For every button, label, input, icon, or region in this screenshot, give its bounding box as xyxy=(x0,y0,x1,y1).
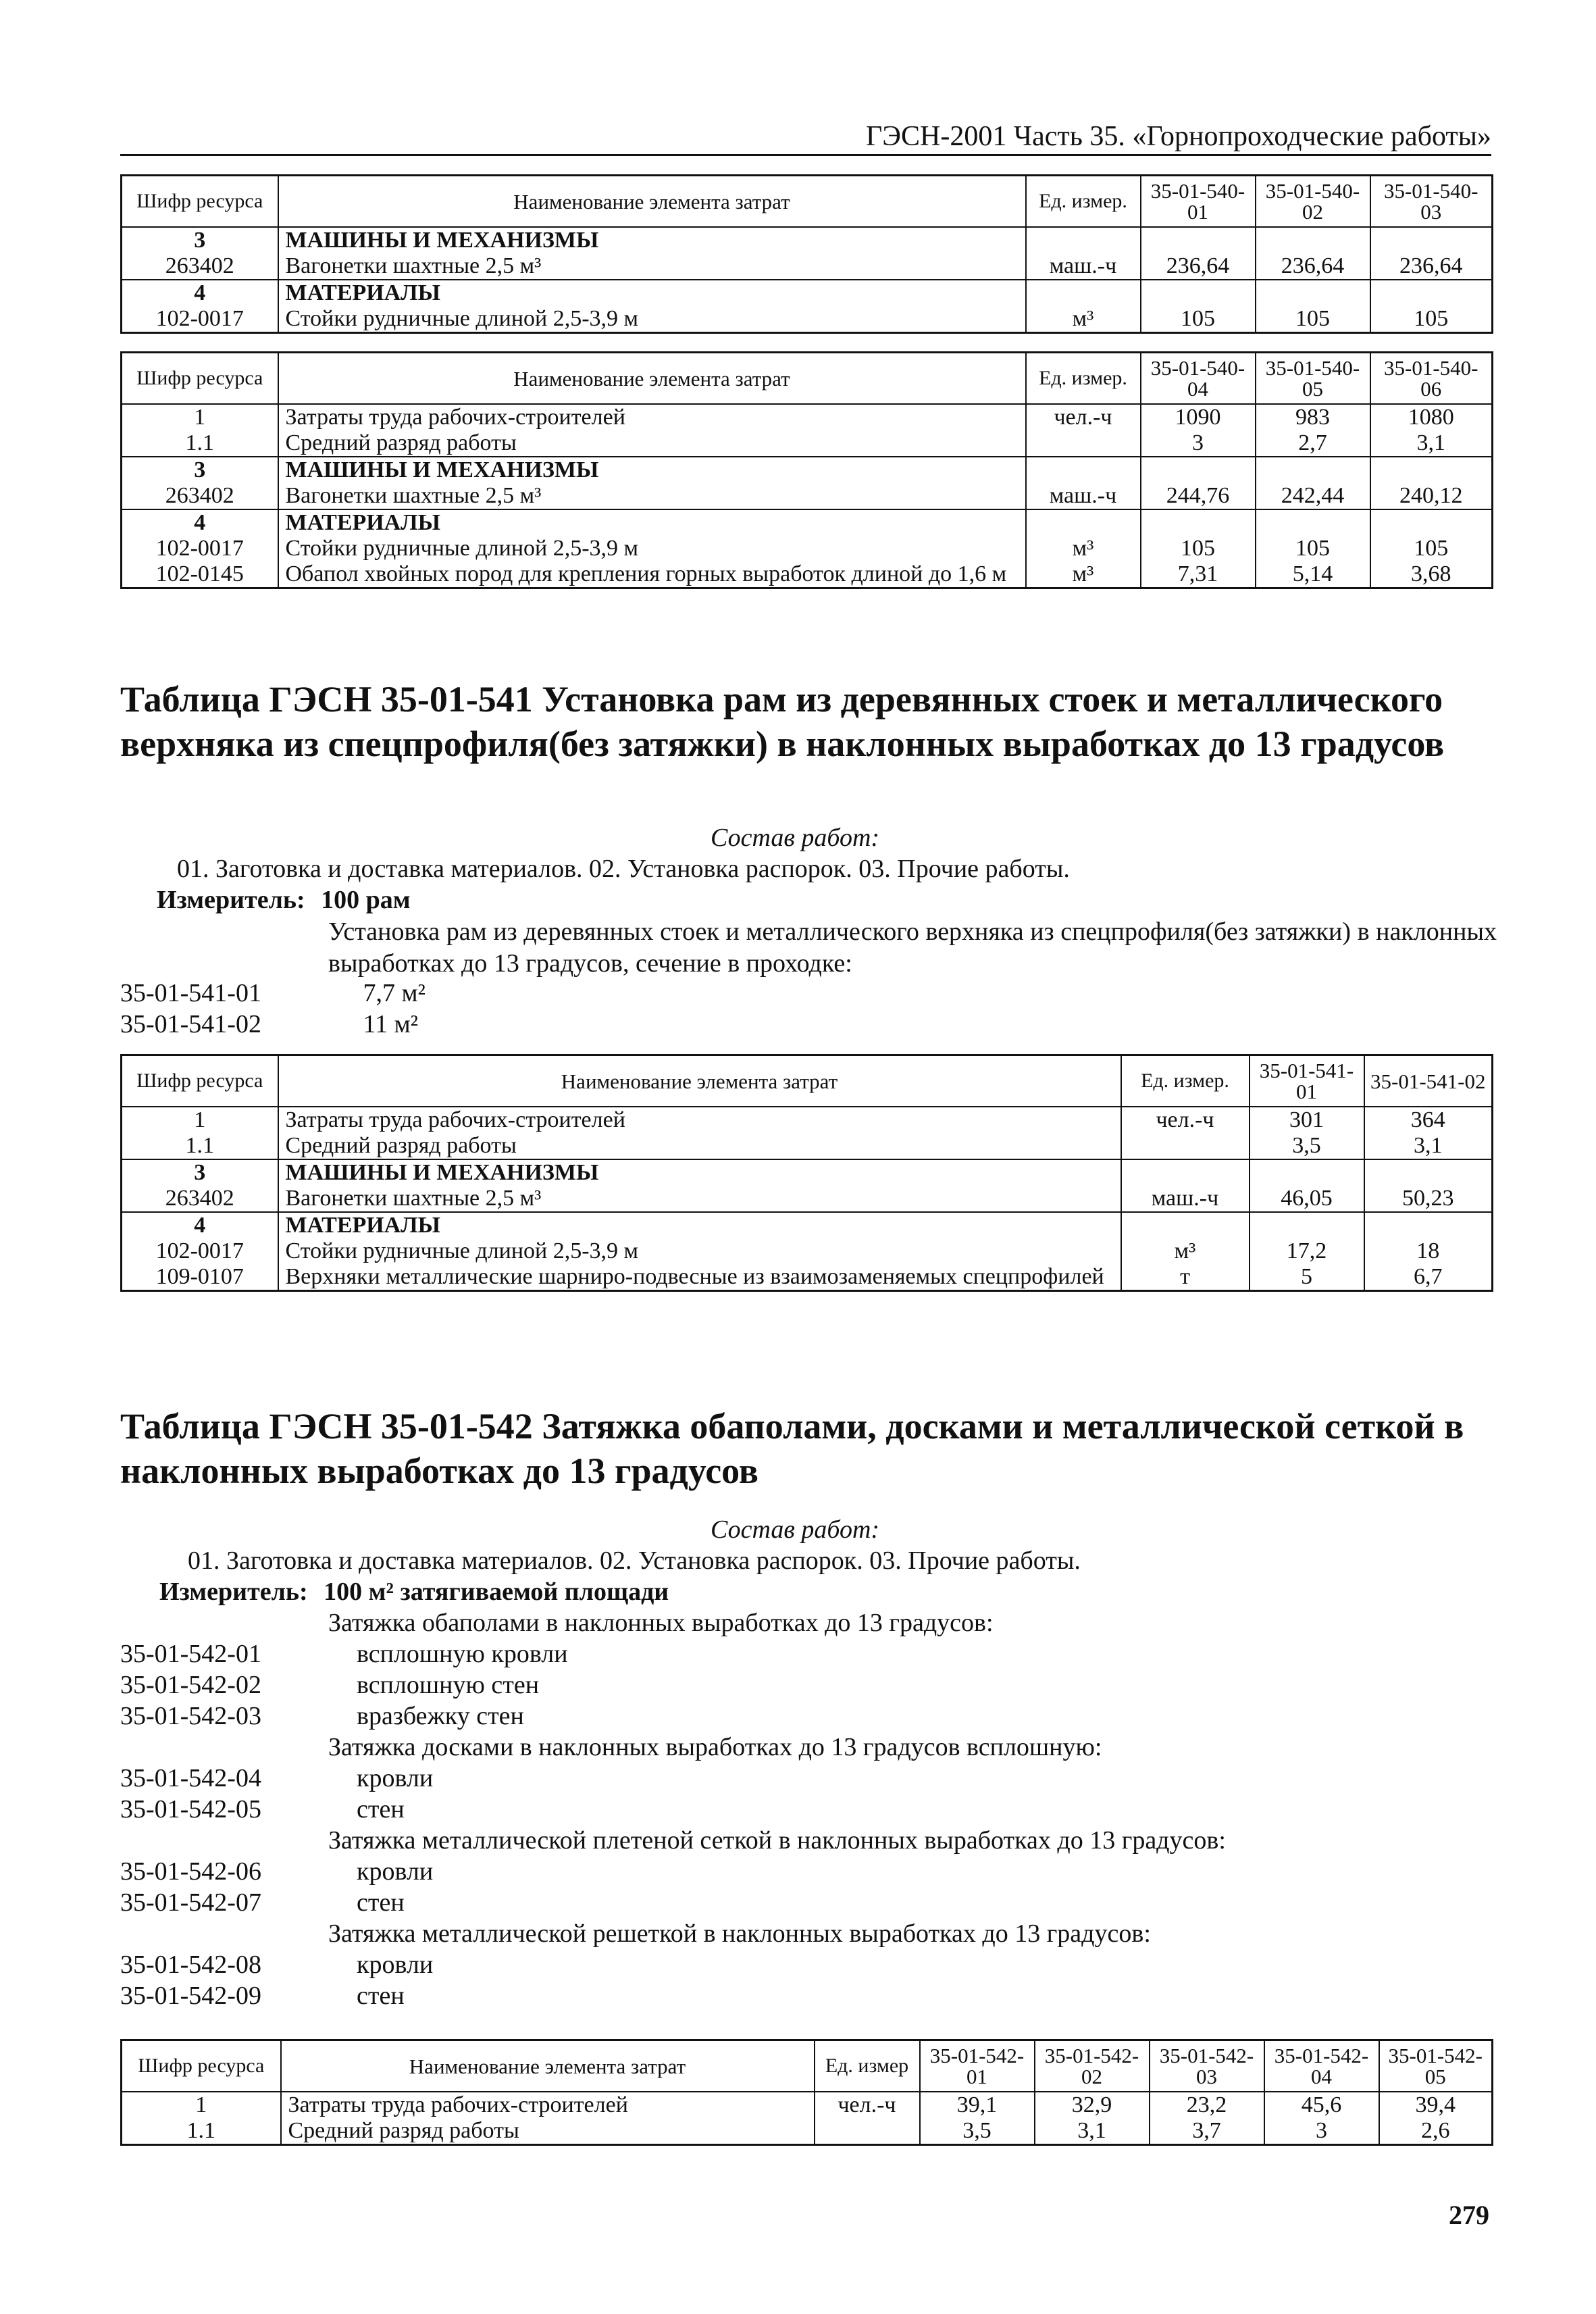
resource-code: 102-0017 xyxy=(122,536,278,561)
resource-name: Стойки рудничные длиной 2,5-3,9 м xyxy=(278,306,1026,333)
resource-value: 5 xyxy=(1250,1264,1364,1291)
works-list: 01. Заготовка и доставка материалов. 02. Установка распорок. 03. Прочие работы. xyxy=(177,855,1070,883)
col-header-norm: 35-01-540-01 xyxy=(1141,176,1256,228)
norm-group-heading: Затяжка обаполами в наклонных выработках до 13 градусов: xyxy=(328,1609,994,1637)
resource-value xyxy=(1141,227,1256,253)
resource-code: 1.1 xyxy=(122,1133,278,1159)
resource-value: 39,4 xyxy=(1379,2092,1493,2118)
norm-code: 35-01-542-07 xyxy=(120,1888,261,1917)
resource-value: 983 xyxy=(1256,404,1370,430)
table-row xyxy=(122,280,1493,306)
resource-name: Верхняки металлические шарниро-подвесные из взаимозаменяемых спецпрофилей xyxy=(278,1264,1121,1291)
resource-value: 105 xyxy=(1256,306,1370,333)
col-header-code: Шифр ресурса xyxy=(122,2040,281,2092)
resource-value: 46,05 xyxy=(1250,1186,1364,1212)
table-542-number: Таблица ГЭСН 35-01-542 xyxy=(120,1406,533,1447)
resource-value xyxy=(1370,457,1493,483)
resource-code: 263402 xyxy=(122,253,278,280)
norm-label: вразбежку стен xyxy=(357,1702,524,1730)
resource-value: 3,1 xyxy=(1370,430,1493,457)
norm-label: кровли xyxy=(357,1857,434,1886)
resource-code: 109-0107 xyxy=(122,1264,278,1291)
resource-unit: чел.-ч xyxy=(1121,1107,1250,1133)
col-header-name: Наименование элемента затрат xyxy=(281,2040,815,2092)
resource-value: 5,14 xyxy=(1256,561,1370,588)
resource-code: 4 xyxy=(122,509,278,536)
norm-group-heading: Затяжка металлической плетеной сеткой в наклонных выработках до 13 градусов: xyxy=(328,1826,1226,1855)
resource-value: 105 xyxy=(1141,306,1256,333)
norm-label: всплошную кровли xyxy=(357,1640,568,1668)
resource-unit: маш.-ч xyxy=(1026,253,1141,280)
resource-code: 4 xyxy=(122,1212,278,1238)
resource-value xyxy=(1256,457,1370,483)
table-541-number: Таблица ГЭСН 35-01-541 xyxy=(120,679,533,720)
resource-value xyxy=(1256,227,1370,253)
norm-label: 11 м² xyxy=(363,1010,419,1038)
resource-unit xyxy=(1026,227,1141,253)
resource-value xyxy=(1250,1159,1364,1186)
col-header-unit: Ед. измер. xyxy=(1121,1055,1250,1107)
resource-unit xyxy=(1026,280,1141,306)
norm-code: 35-01-542-06 xyxy=(120,1857,261,1886)
resource-value xyxy=(1370,509,1493,536)
col-header-code: Шифр ресурса xyxy=(122,353,278,405)
resource-code: 4 xyxy=(122,280,278,306)
norm-item xyxy=(120,1701,1498,1732)
resource-code: 1 xyxy=(122,2092,281,2118)
resource-table-540-01 xyxy=(120,174,1493,334)
resource-value xyxy=(1250,1212,1364,1238)
resource-unit: чел.-ч xyxy=(815,2092,920,2118)
resource-name: МАШИНЫ И МЕХАНИЗМЫ xyxy=(278,227,1026,253)
resource-value: 364 xyxy=(1364,1107,1493,1133)
resource-name: Вагонетки шахтные 2,5 м³ xyxy=(278,483,1026,509)
resource-code: 1.1 xyxy=(122,430,278,457)
norm-code: 35-01-542-04 xyxy=(120,1764,261,1792)
table-row xyxy=(122,430,1493,457)
resource-value xyxy=(1364,1159,1493,1186)
norm-item xyxy=(120,978,426,1008)
measure-value: 100 м² затягиваемой площади xyxy=(324,1578,669,1606)
work-description: Установка рам из деревянных стоек и металлического верхняка из спецпрофиля(без затяжки) в наклонных выработках до 13 градусов, сечение в проходке: xyxy=(328,917,1497,978)
resource-name: Вагонетки шахтные 2,5 м³ xyxy=(278,1186,1121,1212)
resource-unit: м³ xyxy=(1121,1238,1250,1264)
resource-value: 244,76 xyxy=(1141,483,1256,509)
resource-value: 105 xyxy=(1370,306,1493,333)
resource-code: 1 xyxy=(122,1107,278,1133)
resource-code: 3 xyxy=(122,457,278,483)
resource-unit xyxy=(815,2118,920,2145)
resource-value xyxy=(1256,509,1370,536)
resource-unit xyxy=(1026,430,1141,457)
sostav-label: Состав работ: xyxy=(711,824,880,852)
table-541-title xyxy=(120,677,1498,766)
resource-value: 2,6 xyxy=(1379,2118,1493,2145)
resource-value xyxy=(1141,280,1256,306)
resource-code: 3 xyxy=(122,1159,278,1186)
resource-value: 32,9 xyxy=(1035,2092,1150,2118)
resource-name: МАТЕРИАЛЫ xyxy=(278,280,1026,306)
running-header: ГЭСН-2001 Часть 35. «Горнопроходческие работы» xyxy=(866,121,1491,152)
resource-value: 50,23 xyxy=(1364,1186,1493,1212)
resource-unit xyxy=(1121,1159,1250,1186)
resource-value: 236,64 xyxy=(1141,253,1256,280)
resource-name: МАШИНЫ И МЕХАНИЗМЫ xyxy=(278,457,1026,483)
resource-value xyxy=(1370,280,1493,306)
page-number: 279 xyxy=(1449,2200,1489,2230)
table-row xyxy=(122,1133,1493,1159)
table-row xyxy=(122,536,1493,561)
col-header-norm: 35-01-540-06 xyxy=(1370,353,1493,405)
norm-item xyxy=(120,1794,1498,1826)
col-header-norm: 35-01-542-02 xyxy=(1035,2040,1150,2092)
col-header-norm: 35-01-540-02 xyxy=(1256,176,1370,228)
resource-name: Стойки рудничные длиной 2,5-3,9 м xyxy=(278,536,1026,561)
resource-name: Вагонетки шахтные 2,5 м³ xyxy=(278,253,1026,280)
resource-value: 17,2 xyxy=(1250,1238,1364,1264)
norm-item xyxy=(120,1857,1498,1888)
norm-label: кровли xyxy=(357,1764,434,1792)
resource-name: Затраты труда рабочих-строителей xyxy=(278,404,1026,430)
resource-name: МАТЕРИАЛЫ xyxy=(278,1212,1121,1238)
resource-unit: м³ xyxy=(1026,536,1141,561)
resource-name: Затраты труда рабочих-строителей xyxy=(278,1107,1121,1133)
col-header-norm: 35-01-541-02 xyxy=(1364,1055,1493,1107)
resource-value: 1080 xyxy=(1370,404,1493,430)
table-row xyxy=(122,306,1493,333)
norm-item xyxy=(120,1981,1498,2012)
resource-name: Средний разряд работы xyxy=(281,2118,815,2145)
table-row xyxy=(122,404,1493,430)
norm-item xyxy=(120,1888,1498,1919)
col-header-unit: Ед. измер. xyxy=(1026,176,1141,228)
norm-code: 35-01-542-03 xyxy=(120,1702,261,1730)
resource-value: 3 xyxy=(1264,2118,1379,2145)
table-row xyxy=(122,2118,1493,2145)
norm-item xyxy=(120,1950,1498,1981)
resource-unit: чел.-ч xyxy=(1026,404,1141,430)
resource-name: Стойки рудничные длиной 2,5-3,9 м xyxy=(278,1238,1121,1264)
resource-unit xyxy=(1121,1212,1250,1238)
norm-item xyxy=(120,1670,1498,1701)
resource-code: 102-0017 xyxy=(122,306,278,333)
col-header-norm: 35-01-542-03 xyxy=(1150,2040,1264,2092)
col-header-norm: 35-01-542-01 xyxy=(920,2040,1035,2092)
col-header-code: Шифр ресурса xyxy=(122,176,278,228)
resource-table-542 xyxy=(120,2039,1493,2146)
col-header-name: Наименование элемента затрат xyxy=(278,176,1026,228)
resource-value: 105 xyxy=(1370,536,1493,561)
resource-unit: т xyxy=(1121,1264,1250,1291)
resource-name: Средний разряд работы xyxy=(278,1133,1121,1159)
resource-value xyxy=(1370,227,1493,253)
norm-code: 35-01-542-09 xyxy=(120,1982,261,2010)
resource-value xyxy=(1256,280,1370,306)
norm-label: стен xyxy=(357,1795,405,1823)
norm-label: кровли xyxy=(357,1951,434,1979)
table-row xyxy=(122,1238,1493,1264)
resource-name: Затраты труда рабочих-строителей xyxy=(281,2092,815,2118)
norm-code: 35-01-541-02 xyxy=(120,1010,261,1038)
sostav-label: Состав работ: xyxy=(711,1515,880,1544)
table-row xyxy=(122,253,1493,280)
table-row xyxy=(122,561,1493,588)
resource-value: 45,6 xyxy=(1264,2092,1379,2118)
resource-value: 105 xyxy=(1256,536,1370,561)
resource-unit: маш.-ч xyxy=(1026,483,1141,509)
measure-value: 100 рам xyxy=(321,886,411,914)
table-row xyxy=(122,1264,1493,1291)
resource-value: 242,44 xyxy=(1256,483,1370,509)
resource-value: 2,7 xyxy=(1256,430,1370,457)
table-row xyxy=(122,483,1493,509)
norm-item xyxy=(120,1639,1498,1670)
resource-value: 6,7 xyxy=(1364,1264,1493,1291)
resource-name: Средний разряд работы xyxy=(278,430,1026,457)
col-header-unit: Ед. измер xyxy=(815,2040,920,2092)
resource-value: 3,7 xyxy=(1150,2118,1264,2145)
resource-code: 1 xyxy=(122,404,278,430)
table-row xyxy=(122,1159,1493,1186)
col-header-unit: Ед. измер. xyxy=(1026,353,1141,405)
table-542-title xyxy=(120,1404,1498,1493)
resource-value: 236,64 xyxy=(1256,253,1370,280)
table-row xyxy=(122,2092,1493,2118)
resource-unit xyxy=(1026,457,1141,483)
resource-value: 39,1 xyxy=(920,2092,1035,2118)
resource-value: 23,2 xyxy=(1150,2092,1264,2118)
resource-unit: м³ xyxy=(1026,306,1141,333)
resource-code: 102-0017 xyxy=(122,1238,278,1264)
resource-value: 7,31 xyxy=(1141,561,1256,588)
table-row xyxy=(122,1186,1493,1212)
norm-item xyxy=(120,1763,1498,1794)
norm-groups xyxy=(120,1608,1498,2012)
resource-value: 3,5 xyxy=(920,2118,1035,2145)
resource-table-540-04 xyxy=(120,351,1493,589)
table-542-heading: Затяжка обаполами, досками и металлической сеткой в наклонных выработках до 13 градусов xyxy=(120,1406,1464,1491)
col-header-norm: 35-01-542-05 xyxy=(1379,2040,1493,2092)
col-header-code: Шифр ресурса xyxy=(122,1055,278,1107)
resource-value: 3,1 xyxy=(1035,2118,1150,2145)
resource-value xyxy=(1141,457,1256,483)
resource-value: 105 xyxy=(1141,536,1256,561)
norm-group-heading: Затяжка досками в наклонных выработках до 13 градусов всплошную: xyxy=(328,1733,1102,1761)
resource-value: 3 xyxy=(1141,430,1256,457)
measure-label: Измеритель: xyxy=(159,1578,308,1606)
works-list: 01. Заготовка и доставка материалов. 02. Установка распорок. 03. Прочие работы. xyxy=(188,1546,1081,1575)
col-header-name: Наименование элемента затрат xyxy=(278,1055,1121,1107)
resource-unit xyxy=(1121,1133,1250,1159)
resource-name: МАШИНЫ И МЕХАНИЗМЫ xyxy=(278,1159,1121,1186)
table-row xyxy=(122,227,1493,253)
resource-unit: м³ xyxy=(1026,561,1141,588)
norm-label: 7,7 м² xyxy=(363,979,426,1007)
table-row xyxy=(122,509,1493,536)
resource-unit xyxy=(1026,509,1141,536)
table-row xyxy=(122,1212,1493,1238)
col-header-norm: 35-01-541-01 xyxy=(1250,1055,1364,1107)
col-header-name: Наименование элемента затрат xyxy=(278,353,1026,405)
col-header-norm: 35-01-540-04 xyxy=(1141,353,1256,405)
resource-code: 3 xyxy=(122,227,278,253)
resource-value xyxy=(1364,1212,1493,1238)
table-row xyxy=(122,457,1493,483)
table-row xyxy=(122,1107,1493,1133)
measure-label: Измеритель: xyxy=(157,886,305,914)
resource-unit: маш.-ч xyxy=(1121,1186,1250,1212)
norm-code: 35-01-542-01 xyxy=(120,1640,261,1668)
resource-value: 3,68 xyxy=(1370,561,1493,588)
col-header-norm: 35-01-542-04 xyxy=(1264,2040,1379,2092)
norm-label: стен xyxy=(357,1982,405,2010)
resource-code: 263402 xyxy=(122,1186,278,1212)
col-header-norm: 35-01-540-05 xyxy=(1256,353,1370,405)
norm-group-heading: Затяжка металлической решеткой в наклонных выработках до 13 градусов: xyxy=(328,1919,1151,1948)
header-rule xyxy=(120,154,1491,156)
resource-value xyxy=(1141,509,1256,536)
norm-label: стен xyxy=(357,1888,405,1917)
col-header-norm: 35-01-540-03 xyxy=(1370,176,1493,228)
resource-value: 3,1 xyxy=(1364,1133,1493,1159)
resource-table-541 xyxy=(120,1054,1493,1292)
resource-value: 1090 xyxy=(1141,404,1256,430)
resource-value: 301 xyxy=(1250,1107,1364,1133)
norm-item xyxy=(120,1009,418,1039)
norm-code: 35-01-542-08 xyxy=(120,1951,261,1979)
resource-value: 240,12 xyxy=(1370,483,1493,509)
norm-code: 35-01-542-02 xyxy=(120,1671,261,1699)
resource-code: 102-0145 xyxy=(122,561,278,588)
norm-code: 35-01-541-01 xyxy=(120,979,261,1007)
resource-code: 1.1 xyxy=(122,2118,281,2145)
norm-code: 35-01-542-05 xyxy=(120,1795,261,1823)
table-541-heading: Установка рам из деревянных стоек и металлического верхняка из спецпрофиля(без затяжки) в наклонных выработках до 13 градусов xyxy=(120,679,1445,764)
resource-name: МАТЕРИАЛЫ xyxy=(278,509,1026,536)
resource-code: 263402 xyxy=(122,483,278,509)
resource-name: Обапол хвойных пород для крепления горных выработок длиной до 1,6 м xyxy=(278,561,1026,588)
resource-value: 18 xyxy=(1364,1238,1493,1264)
norm-label: всплошную стен xyxy=(357,1671,540,1699)
resource-value: 236,64 xyxy=(1370,253,1493,280)
resource-value: 3,5 xyxy=(1250,1133,1364,1159)
